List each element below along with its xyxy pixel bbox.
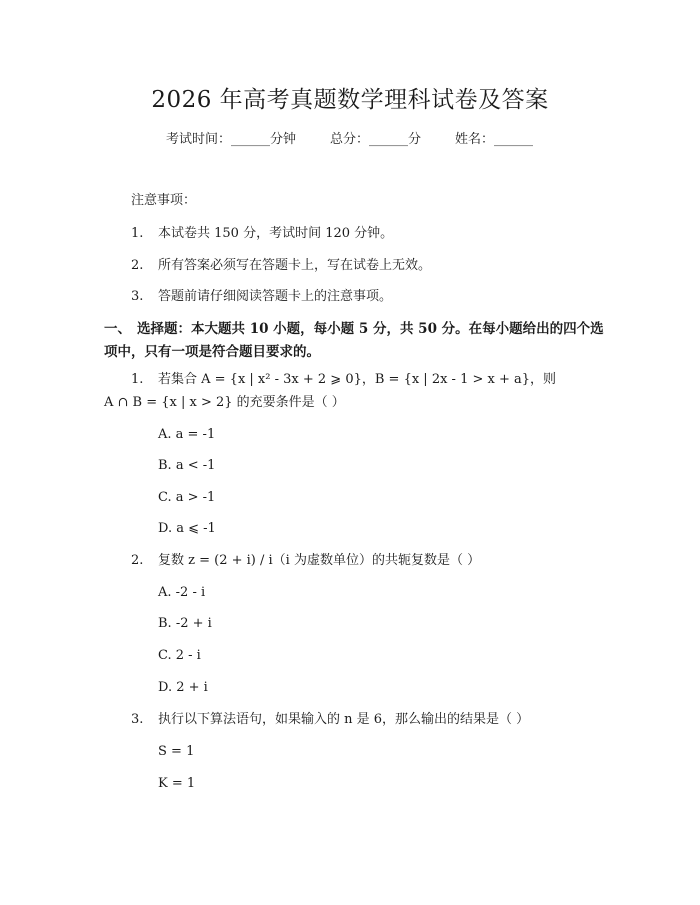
exam-time-field: 考试时间：______分钟 [166, 132, 297, 147]
question-stem-line2: A ∩ B = {x | x > 2} 的充要条件是（ ） [104, 395, 345, 410]
option-b: B. -2 + i [158, 616, 212, 631]
question-stem-line1: 执行以下算法语句，如果输入的 n 是 6，那么输出的结果是（ ） [158, 712, 530, 727]
section-number: 一、 [104, 321, 131, 337]
total-score-field: 总分：______分 [330, 132, 422, 147]
question-number: 3. [131, 712, 144, 727]
note-number: 3. [131, 289, 144, 304]
question-stem-line1: 若集合 A = {x | x² - 3x + 2 ⩾ 0}，B = {x | 2x - 1 > x + a}，则 [158, 372, 557, 387]
question-number: 2. [131, 553, 144, 568]
option-c: C. 2 - i [158, 648, 201, 663]
note-number: 1. [131, 226, 144, 241]
option-a: A. -2 - i [158, 585, 206, 600]
code-line: S = 1 [158, 744, 195, 759]
page-title: 2026 年高考真题数学理科试卷及答案 [151, 87, 549, 113]
option-c: C. a > -1 [158, 490, 216, 505]
code-line: K = 1 [158, 776, 196, 791]
question-number: 1. [131, 372, 144, 387]
note-text: 本试卷共 150 分，考试时间 120 分钟。 [158, 226, 394, 241]
option-a: A. a = -1 [158, 427, 216, 442]
question-stem-line1: 复数 z = (2 + i) / i（i 为虚数单位）的共轭复数是（ ） [158, 553, 481, 568]
note-text: 答题前请仔细阅读答题卡上的注意事项。 [158, 289, 393, 304]
section-instructions-line2: 项中，只有一项是符合题目要求的。 [104, 344, 320, 360]
option-b: B. a < -1 [158, 458, 216, 473]
student-name-field: 姓名：______ [455, 132, 534, 147]
note-number: 2. [131, 258, 144, 273]
notes-heading: 注意事项： [131, 193, 197, 208]
option-d: D. 2 + i [158, 680, 208, 695]
note-text: 所有答案必须写在答题卡上，写在试卷上无效。 [158, 258, 432, 273]
option-d: D. a ⩽ -1 [158, 521, 216, 536]
section-instructions-line1: 选择题：本大题共 10 小题，每小题 5 分，共 50 分。在每小题给出的四个选 [137, 321, 604, 337]
